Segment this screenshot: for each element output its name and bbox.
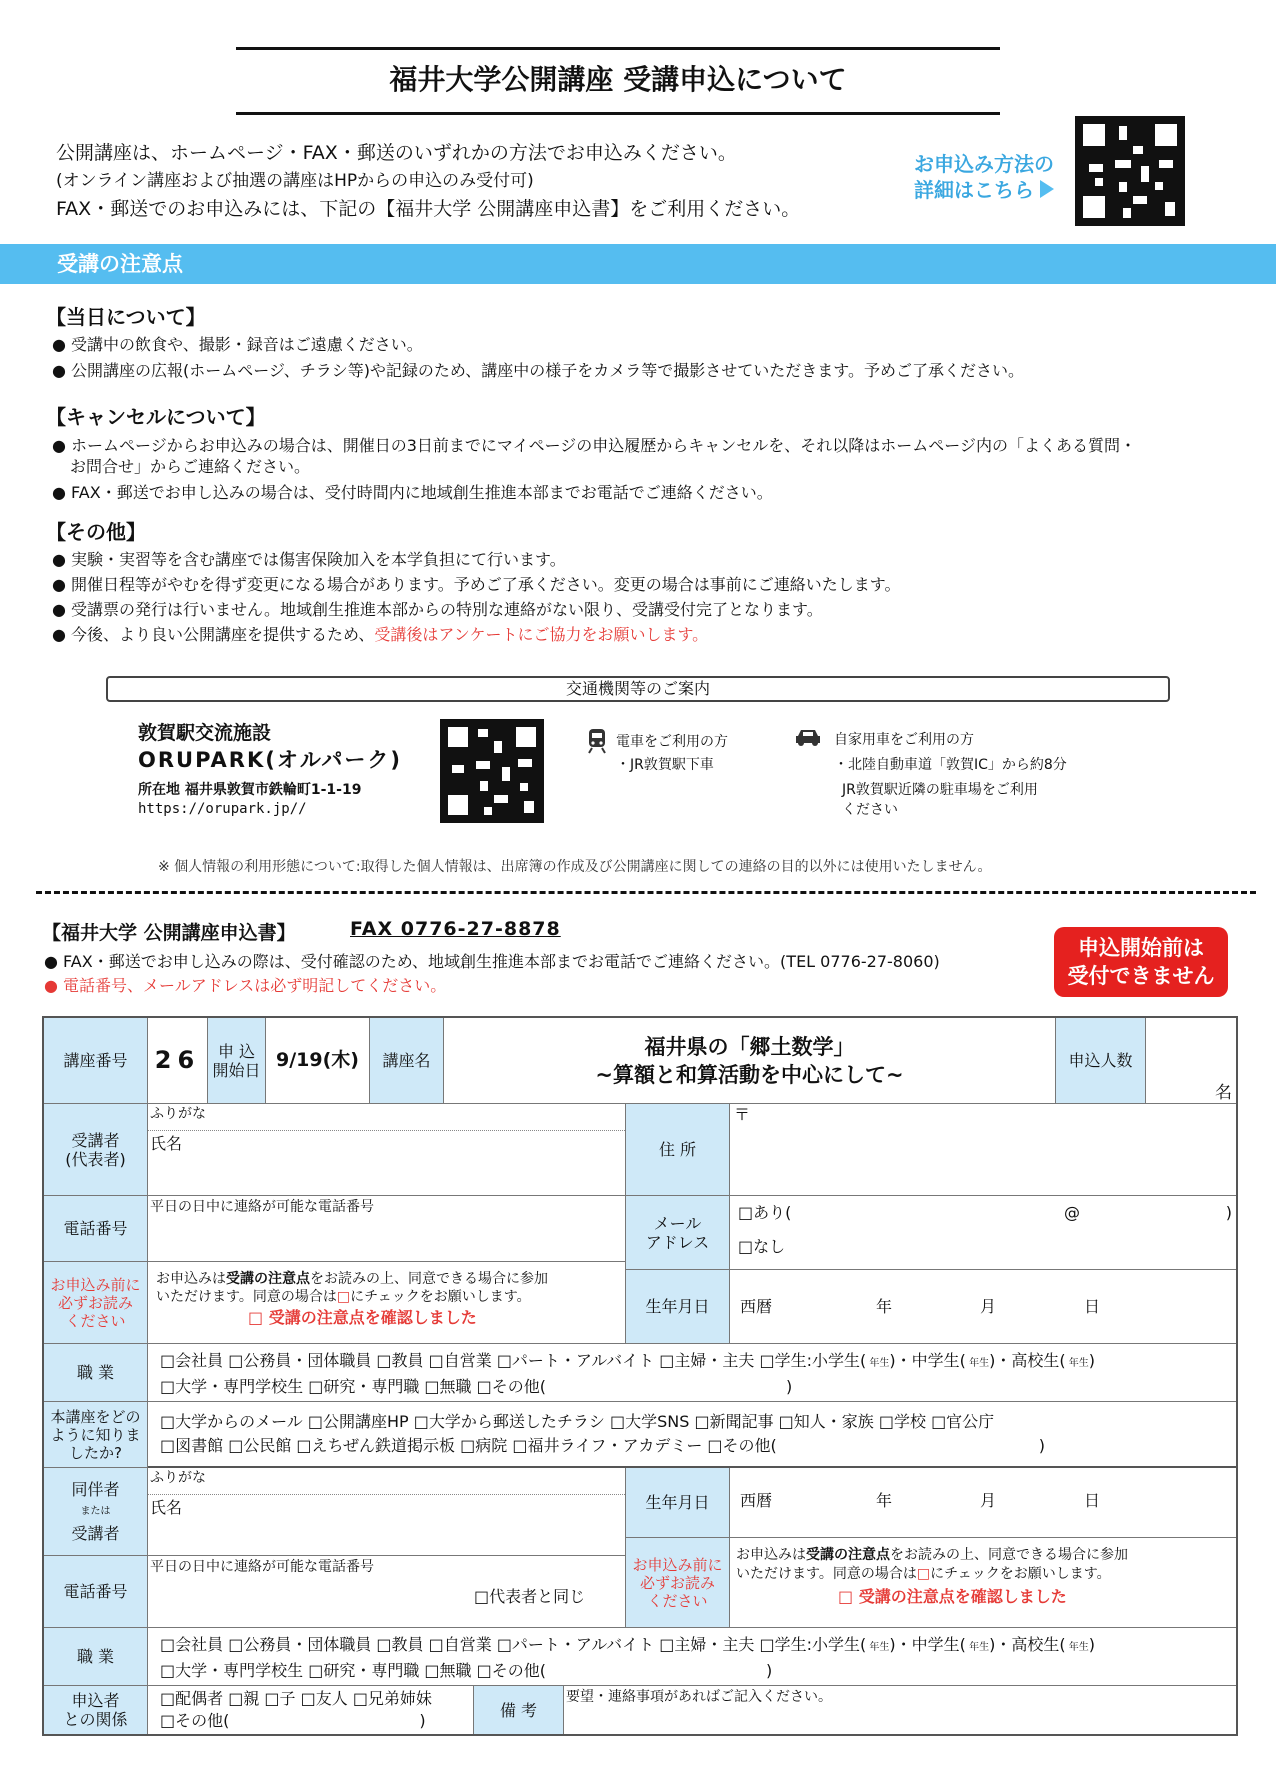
- remarks-field[interactable]: [564, 1686, 1236, 1734]
- c-job-line-1: □会社員 □公務員・団体職員 □教員 □自営業 □パート・アルバイト □主婦・主夫 □学生:小学生(: [160, 1635, 867, 1654]
- furigana-label: ふりがな: [148, 1104, 625, 1131]
- job-line-1: □会社員 □公務員・団体職員 □教員 □自営業 □パート・アルバイト □主婦・主夫 □学生:小学生(: [160, 1351, 867, 1370]
- how-line-1: □大学からのメール □公開講座HP □大学から郵送したチラシ □大学SNS □新聞記事 □知人・家族 □学校 □官公庁: [160, 1412, 995, 1431]
- car-item-1: ・北陸自動車道「敦賀IC」から約8分: [834, 757, 1067, 773]
- name-label: 氏名: [150, 1134, 183, 1153]
- c-job-grade-2: 年生: [969, 1642, 990, 1653]
- relation-line-2: □その他(: [160, 1711, 230, 1730]
- qr-code-icon[interactable]: [1075, 116, 1185, 226]
- companion-phone-label: 電話番号: [44, 1556, 148, 1628]
- companion-dob-label: 生年月日: [626, 1468, 730, 1538]
- intro-text: [56, 139, 800, 223]
- cancel-item-1a: ● ホームページからお申込みの場合は、開催日の3日前までにマイページの申込履歴からキャンセルを、それ以降はホームページ内の「よくある質問・: [52, 436, 1136, 455]
- fax-number: FAX 0776-27-8878: [350, 918, 561, 940]
- how-known-options[interactable]: [148, 1402, 1236, 1468]
- companion-read-3: ください: [647, 1591, 708, 1610]
- job-grade-1: 年生: [869, 1358, 890, 1369]
- email-label-2: アドレス: [645, 1232, 710, 1252]
- car-icon: [794, 727, 822, 747]
- how-other-close: ): [1038, 1436, 1046, 1455]
- venue-url[interactable]: https://orupark.jp//: [138, 801, 307, 817]
- orupark-qr-code-icon[interactable]: [440, 719, 544, 823]
- applicants-label: 申込人数: [1056, 1018, 1146, 1104]
- address-field[interactable]: [730, 1104, 1236, 1196]
- intro-line-2: (オンライン講座および抽選の講座はHPからの申込のみ受付可): [56, 171, 534, 191]
- companion-dob-era: 西暦: [740, 1491, 773, 1510]
- start-label-2: 開始日: [212, 1060, 261, 1080]
- c-job-mid: )・中学生(: [889, 1635, 966, 1654]
- companion-read-1: お申込み前に: [632, 1555, 723, 1574]
- page-title: 福井大学公開講座 受講申込について: [389, 63, 847, 96]
- email-at: @: [1064, 1203, 1080, 1222]
- same-as-rep-checkbox[interactable]: □代表者と同じ: [474, 1587, 586, 1606]
- cut-line: [36, 891, 1256, 894]
- companion-read-first-label: [626, 1538, 730, 1628]
- day-item-2: ● 公開講座の広報(ホームページ、チラシ等)や記録のため、講座中の様子をカメラ等で撮影させていただきます。予めご了承ください。: [52, 361, 1025, 380]
- survey-request: 受講後はアンケートにご協力をお願いします。: [374, 625, 709, 644]
- dob-label: 生年月日: [626, 1270, 730, 1344]
- notes-band: [0, 244, 1276, 284]
- course-title-1: 福井県の「郷土数学」: [644, 1034, 855, 1059]
- job-options[interactable]: [148, 1344, 1236, 1402]
- form-title: 【福井大学 公開講座申込書】: [42, 922, 296, 944]
- c-agree-text-4: にチェックをお願いします。: [930, 1566, 1111, 1582]
- title-frame: [236, 47, 1000, 115]
- relation-line-1: □配偶者 □親 □子 □友人 □兄弟姉妹: [160, 1689, 432, 1708]
- companion-dob-field[interactable]: [730, 1468, 1236, 1538]
- companion-read-2: 必ずお読み: [639, 1573, 715, 1592]
- applicants-count-field[interactable]: [1146, 1018, 1236, 1104]
- cancel-item-2: ● FAX・郵送でお申し込みの場合は、受付時間内に地域創生推進本部までお電話でご連絡ください。: [52, 483, 773, 502]
- howto-line-1: お申込み方法の: [914, 152, 1054, 176]
- train-icon: [586, 728, 608, 754]
- attendee-name-field[interactable]: [148, 1104, 626, 1196]
- intro-line-3: FAX・郵送でのお申込みには、下記の【福井大学 公開講座申込書】をご利用ください。: [56, 198, 801, 220]
- companion-label-1: 同伴者: [71, 1479, 120, 1499]
- relation-options[interactable]: [148, 1686, 474, 1734]
- email-yes-checkbox[interactable]: □あり(: [738, 1203, 792, 1222]
- arrow-right-icon: [1040, 180, 1054, 198]
- c-agree-text-3: いただけます。同意の場合は: [736, 1566, 917, 1582]
- companion-agree-checkbox[interactable]: □ 受講の注意点を確認しました: [838, 1587, 1067, 1606]
- c-agree-text-2: をお読みの上、同意できる場合に参加: [890, 1547, 1128, 1563]
- attendee-label: [44, 1104, 148, 1196]
- notes-band-title: 受講の注意点: [57, 252, 183, 276]
- train-title: 電車をご利用の方: [616, 734, 728, 750]
- intro-line-1: 公開講座は、ホームページ・FAX・郵送のいずれかの方法でお申込みください。: [56, 142, 737, 164]
- car-item-2: JR敦賀駅近隣の駐車場をご利用: [842, 782, 1038, 798]
- dob-field[interactable]: [730, 1270, 1236, 1344]
- job-grade-2: 年生: [969, 1358, 990, 1369]
- c-job-end: ): [1088, 1635, 1096, 1654]
- agree-text-1: お申込みは: [156, 1271, 226, 1287]
- day-heading: 【当日について】: [46, 305, 206, 329]
- agree-text-3: いただけます。同意の場合は: [156, 1289, 337, 1305]
- read-first-3: ください: [65, 1311, 126, 1330]
- privacy-note: ※ 個人情報の利用形態について:取得した個人情報は、出席簿の作成及び公開講座に関しての連絡の目的以外には使用いたしません。: [158, 859, 992, 875]
- other-item-3: ● 受講票の発行は行いません。地域創生推進本部からの特別な連絡がない限り、受講受付完了となります。: [52, 600, 823, 619]
- start-date-label: [208, 1018, 266, 1104]
- c-job-other-close: ): [765, 1661, 773, 1680]
- companion-furigana: ふりがな: [148, 1468, 625, 1495]
- agree-bold: 受講の注意点: [226, 1271, 310, 1287]
- companion-dob-month: 月: [980, 1491, 997, 1510]
- course-name-label: 講座名: [370, 1018, 444, 1104]
- companion-job-options[interactable]: [148, 1628, 1236, 1686]
- c-agree-box: □: [916, 1566, 931, 1582]
- companion-label-3: 受講者: [71, 1523, 120, 1543]
- not-accepted-badge: [1054, 927, 1228, 997]
- companion-phone-field[interactable]: [148, 1556, 626, 1628]
- howto-line-2: 詳細はこちら: [914, 178, 1034, 202]
- howto-link[interactable]: [898, 151, 1054, 203]
- how-label-2: ように知りま: [50, 1425, 141, 1444]
- job-label: 職 業: [44, 1344, 148, 1402]
- agree-text-4: にチェックをお願いします。: [350, 1289, 531, 1305]
- job-end: ): [1088, 1351, 1096, 1370]
- attendee-label-2: (代表者): [65, 1149, 126, 1169]
- read-first-label: [44, 1262, 148, 1344]
- companion-name: 氏名: [150, 1498, 183, 1517]
- phone-hint: 平日の日中に連絡が可能な電話番号: [150, 1199, 374, 1215]
- course-title-2: ~算額と和算活動を中心にして~: [595, 1062, 904, 1087]
- email-label-1: メール: [653, 1213, 702, 1233]
- other-item-4: [52, 624, 708, 646]
- course-no: 26: [148, 1018, 208, 1104]
- companion-phone-hint: 平日の日中に連絡が可能な電話番号: [150, 1559, 374, 1575]
- email-field[interactable]: [730, 1196, 1236, 1270]
- other-item-1: ● 実験・実習等を含む講座では傷害保険加入を本学負担にて行います。: [52, 550, 566, 569]
- phone-field[interactable]: [148, 1196, 626, 1262]
- transit-title-box: [106, 676, 1170, 702]
- c-job-grade-3: 年生: [1068, 1642, 1089, 1653]
- agree-box: □: [336, 1289, 351, 1305]
- other-item-4-text: ● 今後、より良い公開講座を提供するため、: [52, 625, 375, 644]
- day-item-1: ● 受講中の飲食や、撮影・録音はご遠慮ください。: [52, 335, 423, 354]
- form-note-2: ● 電話番号、メールアドレスは必ず明記してください。: [44, 976, 447, 995]
- how-known-label: [44, 1402, 148, 1468]
- relation-label: [44, 1686, 148, 1734]
- companion-job-label: 職 業: [44, 1628, 148, 1686]
- start-date: 9/19(木): [266, 1018, 370, 1104]
- c-agree-text-1: お申込みは: [736, 1547, 806, 1563]
- email-label: [626, 1196, 730, 1270]
- email-close: ): [1225, 1203, 1232, 1222]
- email-no-checkbox[interactable]: □なし: [738, 1237, 786, 1256]
- attendee-label-1: 受講者: [71, 1130, 120, 1150]
- c-job-line-2: □大学・専門学校生 □研究・専門職 □無職 □その他(: [160, 1661, 546, 1680]
- agree-text-2: をお読みの上、同意できる場合に参加: [310, 1271, 548, 1287]
- address-label: 住 所: [626, 1104, 730, 1196]
- c-job-high: )・高校生(: [989, 1635, 1066, 1654]
- job-mid: )・中学生(: [889, 1351, 966, 1370]
- dob-month: 月: [980, 1297, 997, 1316]
- job-line-2: □大学・専門学校生 □研究・専門職 □無職 □その他(: [160, 1377, 546, 1396]
- venue-name: 敦賀駅交流施設: [138, 722, 272, 744]
- companion-dob-day: 日: [1084, 1491, 1101, 1510]
- companion-label: [44, 1468, 148, 1556]
- start-label-1: 申 込: [217, 1041, 256, 1061]
- companion-label-2: または: [80, 1505, 111, 1517]
- read-first-1: お申込み前に: [50, 1275, 141, 1294]
- venue-address: 所在地 福井県敦賀市鉄輪町1-1-19: [138, 782, 362, 798]
- agree-checkbox[interactable]: □ 受講の注意点を確認しました: [248, 1308, 477, 1327]
- remarks-label: 備 考: [474, 1686, 564, 1734]
- phone-label: 電話番号: [44, 1196, 148, 1262]
- relation-label-1: 申込者: [71, 1691, 120, 1710]
- relation-label-2: との関係: [63, 1710, 128, 1729]
- badge-line-2: 受付できません: [1067, 964, 1215, 988]
- postal-mark: 〒: [734, 1105, 751, 1124]
- job-other-close: ): [785, 1377, 793, 1396]
- companion-dob-year: 年: [876, 1491, 893, 1510]
- relation-close: ): [419, 1711, 426, 1730]
- cancel-heading: 【キャンセルについて】: [46, 405, 266, 429]
- application-form: [42, 1016, 1238, 1736]
- dob-year: 年: [876, 1297, 893, 1316]
- remarks-hint: 要望・連絡事項があればご記入ください。: [566, 1689, 832, 1705]
- dob-era: 西暦: [740, 1297, 773, 1316]
- car-title: 自家用車をご利用の方: [834, 732, 974, 748]
- cancel-item-1b: お問合せ」からご連絡ください。: [70, 457, 311, 476]
- applicants-unit: 名: [1215, 1083, 1232, 1103]
- venue-name-orupark: ORUPARK(オルパーク): [138, 748, 402, 772]
- how-line-2: □図書館 □公民館 □えちぜん鉄道掲示板 □病院 □福井ライフ・アカデミー □その他(: [160, 1436, 777, 1455]
- other-item-2: ● 開催日程等がやむを得ず変更になる場合があります。予めご了承ください。変更の場合は事前にご連絡いたします。: [52, 575, 901, 594]
- train-item: ・JR敦賀駅下車: [616, 757, 714, 773]
- how-label-3: したか?: [69, 1443, 122, 1462]
- course-no-label: 講座番号: [44, 1018, 148, 1104]
- car-item-3: ください: [842, 802, 898, 818]
- c-agree-bold: 受講の注意点: [806, 1547, 890, 1563]
- companion-name-field[interactable]: [148, 1468, 626, 1556]
- badge-line-1: 申込開始前は: [1078, 936, 1204, 960]
- form-note-1: ● FAX・郵送でお申し込みの際は、受付確認のため、地域創生推進本部までお電話でご連絡ください。(TEL 0776-27-8060): [44, 952, 940, 971]
- other-heading: 【その他】: [46, 520, 146, 544]
- dob-day: 日: [1084, 1297, 1101, 1316]
- companion-agreement-cell: [730, 1538, 1236, 1628]
- read-first-2: 必ずお読み: [57, 1293, 133, 1312]
- course-title: [444, 1018, 1056, 1104]
- c-job-grade-1: 年生: [869, 1642, 890, 1653]
- agreement-cell: [148, 1262, 626, 1344]
- how-label-1: 本講座をどの: [50, 1407, 141, 1426]
- transit-title: 交通機関等のご案内: [565, 679, 710, 698]
- job-high: )・高校生(: [989, 1351, 1066, 1370]
- job-grade-3: 年生: [1068, 1358, 1089, 1369]
